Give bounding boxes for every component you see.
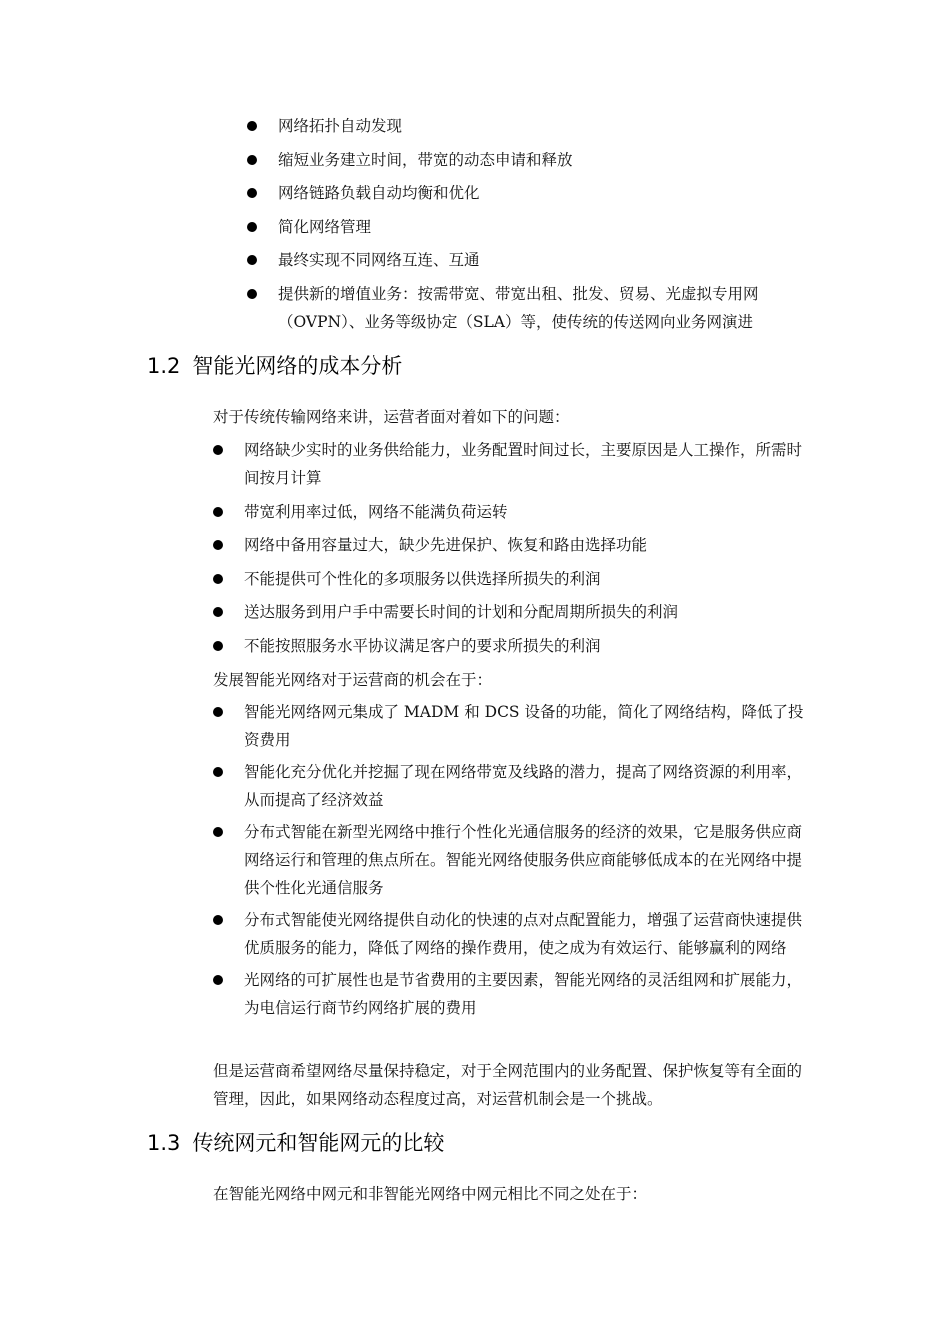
list-item <box>244 498 810 526</box>
list-item <box>244 906 810 962</box>
section-intro: 在智能光网络中网元和非智能光网络中网元相比不同之处在于： <box>213 1185 648 1203</box>
list-item-text: 网络中备用容量过大，缺少先进保护、恢复和路由选择功能 <box>244 536 648 554</box>
section-title: 传统网元和智能网元的比较 <box>192 1131 445 1155</box>
list-item-text: 送达服务到用户手中需要长时间的计划和分配周期所损失的利润 <box>244 603 679 621</box>
list-item <box>244 531 810 559</box>
list-item-text: 提供新的增值业务：按需带宽、带宽出租、批发、贸易、光虚拟专用网（OVPN）、业务等级协定（SLA）等，使传统的传送网向业务网演进 <box>278 284 759 331</box>
list-item <box>278 213 818 241</box>
feature-bullet-list <box>278 112 818 341</box>
section-heading-1-2 <box>147 351 402 381</box>
closing-paragraph: 但是运营商希望网络尽量保持稳定，对于全网范围内的业务配置、保护恢复等有全面的管理，因此，如果网络动态程度过高，对运营机制会是一个挑战。 <box>213 1062 803 1108</box>
bullet-icon <box>247 289 257 299</box>
bullet-icon <box>213 641 223 651</box>
list-item-text: 不能按照服务水平协议满足客户的要求所损失的利润 <box>244 636 601 655</box>
list-item-text: 简化网络管理 <box>278 217 372 236</box>
bullet-icon <box>213 707 223 717</box>
list-item-text: 分布式智能在新型光网络中推行个性化光通信服务的经济的效果，它是服务供应商网络运行和管理的焦点所在。智能光网络使服务供应商能够低成本的在光网络中提供个性化光通信服务 <box>244 823 803 897</box>
list-item-text: 网络链路负载自动均衡和优化 <box>278 184 480 202</box>
list-item-text: 智能光网络网元集成了 MADM 和 DCS 设备的功能，简化了网络结构，降低了投资费用 <box>244 703 804 749</box>
list-item <box>278 146 818 174</box>
bullet-icon <box>213 507 223 517</box>
list-item <box>244 818 810 902</box>
list-item-text: 带宽利用率过低，网络不能满负荷运转 <box>244 502 508 521</box>
bullet-icon <box>213 915 223 925</box>
bullet-icon <box>247 222 257 232</box>
bullet-icon <box>213 827 223 837</box>
bullet-icon <box>213 975 223 985</box>
list-item <box>278 179 818 207</box>
bullet-icon <box>213 540 223 550</box>
list-item <box>278 112 818 140</box>
list-item-text: 缩短业务建立时间，带宽的动态申请和释放 <box>278 150 573 169</box>
section-title: 智能光网络的成本分析 <box>192 354 403 378</box>
problem-bullet-list <box>244 436 810 665</box>
section-intro: 对于传统传输网络来讲，运营者面对着如下的问题： <box>213 408 570 426</box>
opportunity-bullet-list <box>244 698 810 1026</box>
bullet-icon <box>213 607 223 617</box>
list-item <box>244 966 810 1022</box>
opportunity-intro: 发展智能光网络对于运营商的机会在于： <box>213 671 493 689</box>
list-item-text: 网络拓扑自动发现 <box>278 117 403 135</box>
list-item <box>278 246 818 274</box>
list-item <box>244 632 810 660</box>
bullet-icon <box>213 445 223 455</box>
list-item <box>244 758 810 814</box>
bullet-icon <box>213 767 223 777</box>
bullet-icon <box>247 121 257 131</box>
list-item <box>244 598 810 626</box>
section-number: 1.2 <box>147 354 181 378</box>
list-item <box>244 436 810 492</box>
section-heading-1-3 <box>147 1128 444 1158</box>
list-item <box>278 280 818 336</box>
section-number: 1.3 <box>147 1131 181 1155</box>
list-item <box>244 565 810 593</box>
bullet-icon <box>247 255 257 265</box>
list-item-text: 光网络的可扩展性也是节省费用的主要因素，智能光网络的灵活组网和扩展能力，为电信运行商节约网络扩展的费用 <box>244 971 803 1017</box>
list-item <box>244 698 810 754</box>
bullet-icon <box>247 155 257 165</box>
list-item-text: 分布式智能使光网络提供自动化的快速的点对点配置能力，增强了运营商快速提供优质服务的能力，降低了网络的操作费用，使之成为有效运行、能够赢利的网络 <box>244 911 803 957</box>
list-item-text: 网络缺少实时的业务供给能力，业务配置时间过长，主要原因是人工操作，所需时间按月计算 <box>244 441 803 487</box>
list-item-text: 智能化充分优化并挖掘了现在网络带宽及线路的潜力，提高了网络资源的利用率，从而提高了经济效益 <box>244 763 803 809</box>
list-item-text: 最终实现不同网络互连、互通 <box>278 251 480 269</box>
list-item-text: 不能提供可个性化的多项服务以供选择所损失的利润 <box>244 569 601 588</box>
bullet-icon <box>247 188 257 198</box>
bullet-icon <box>213 574 223 584</box>
